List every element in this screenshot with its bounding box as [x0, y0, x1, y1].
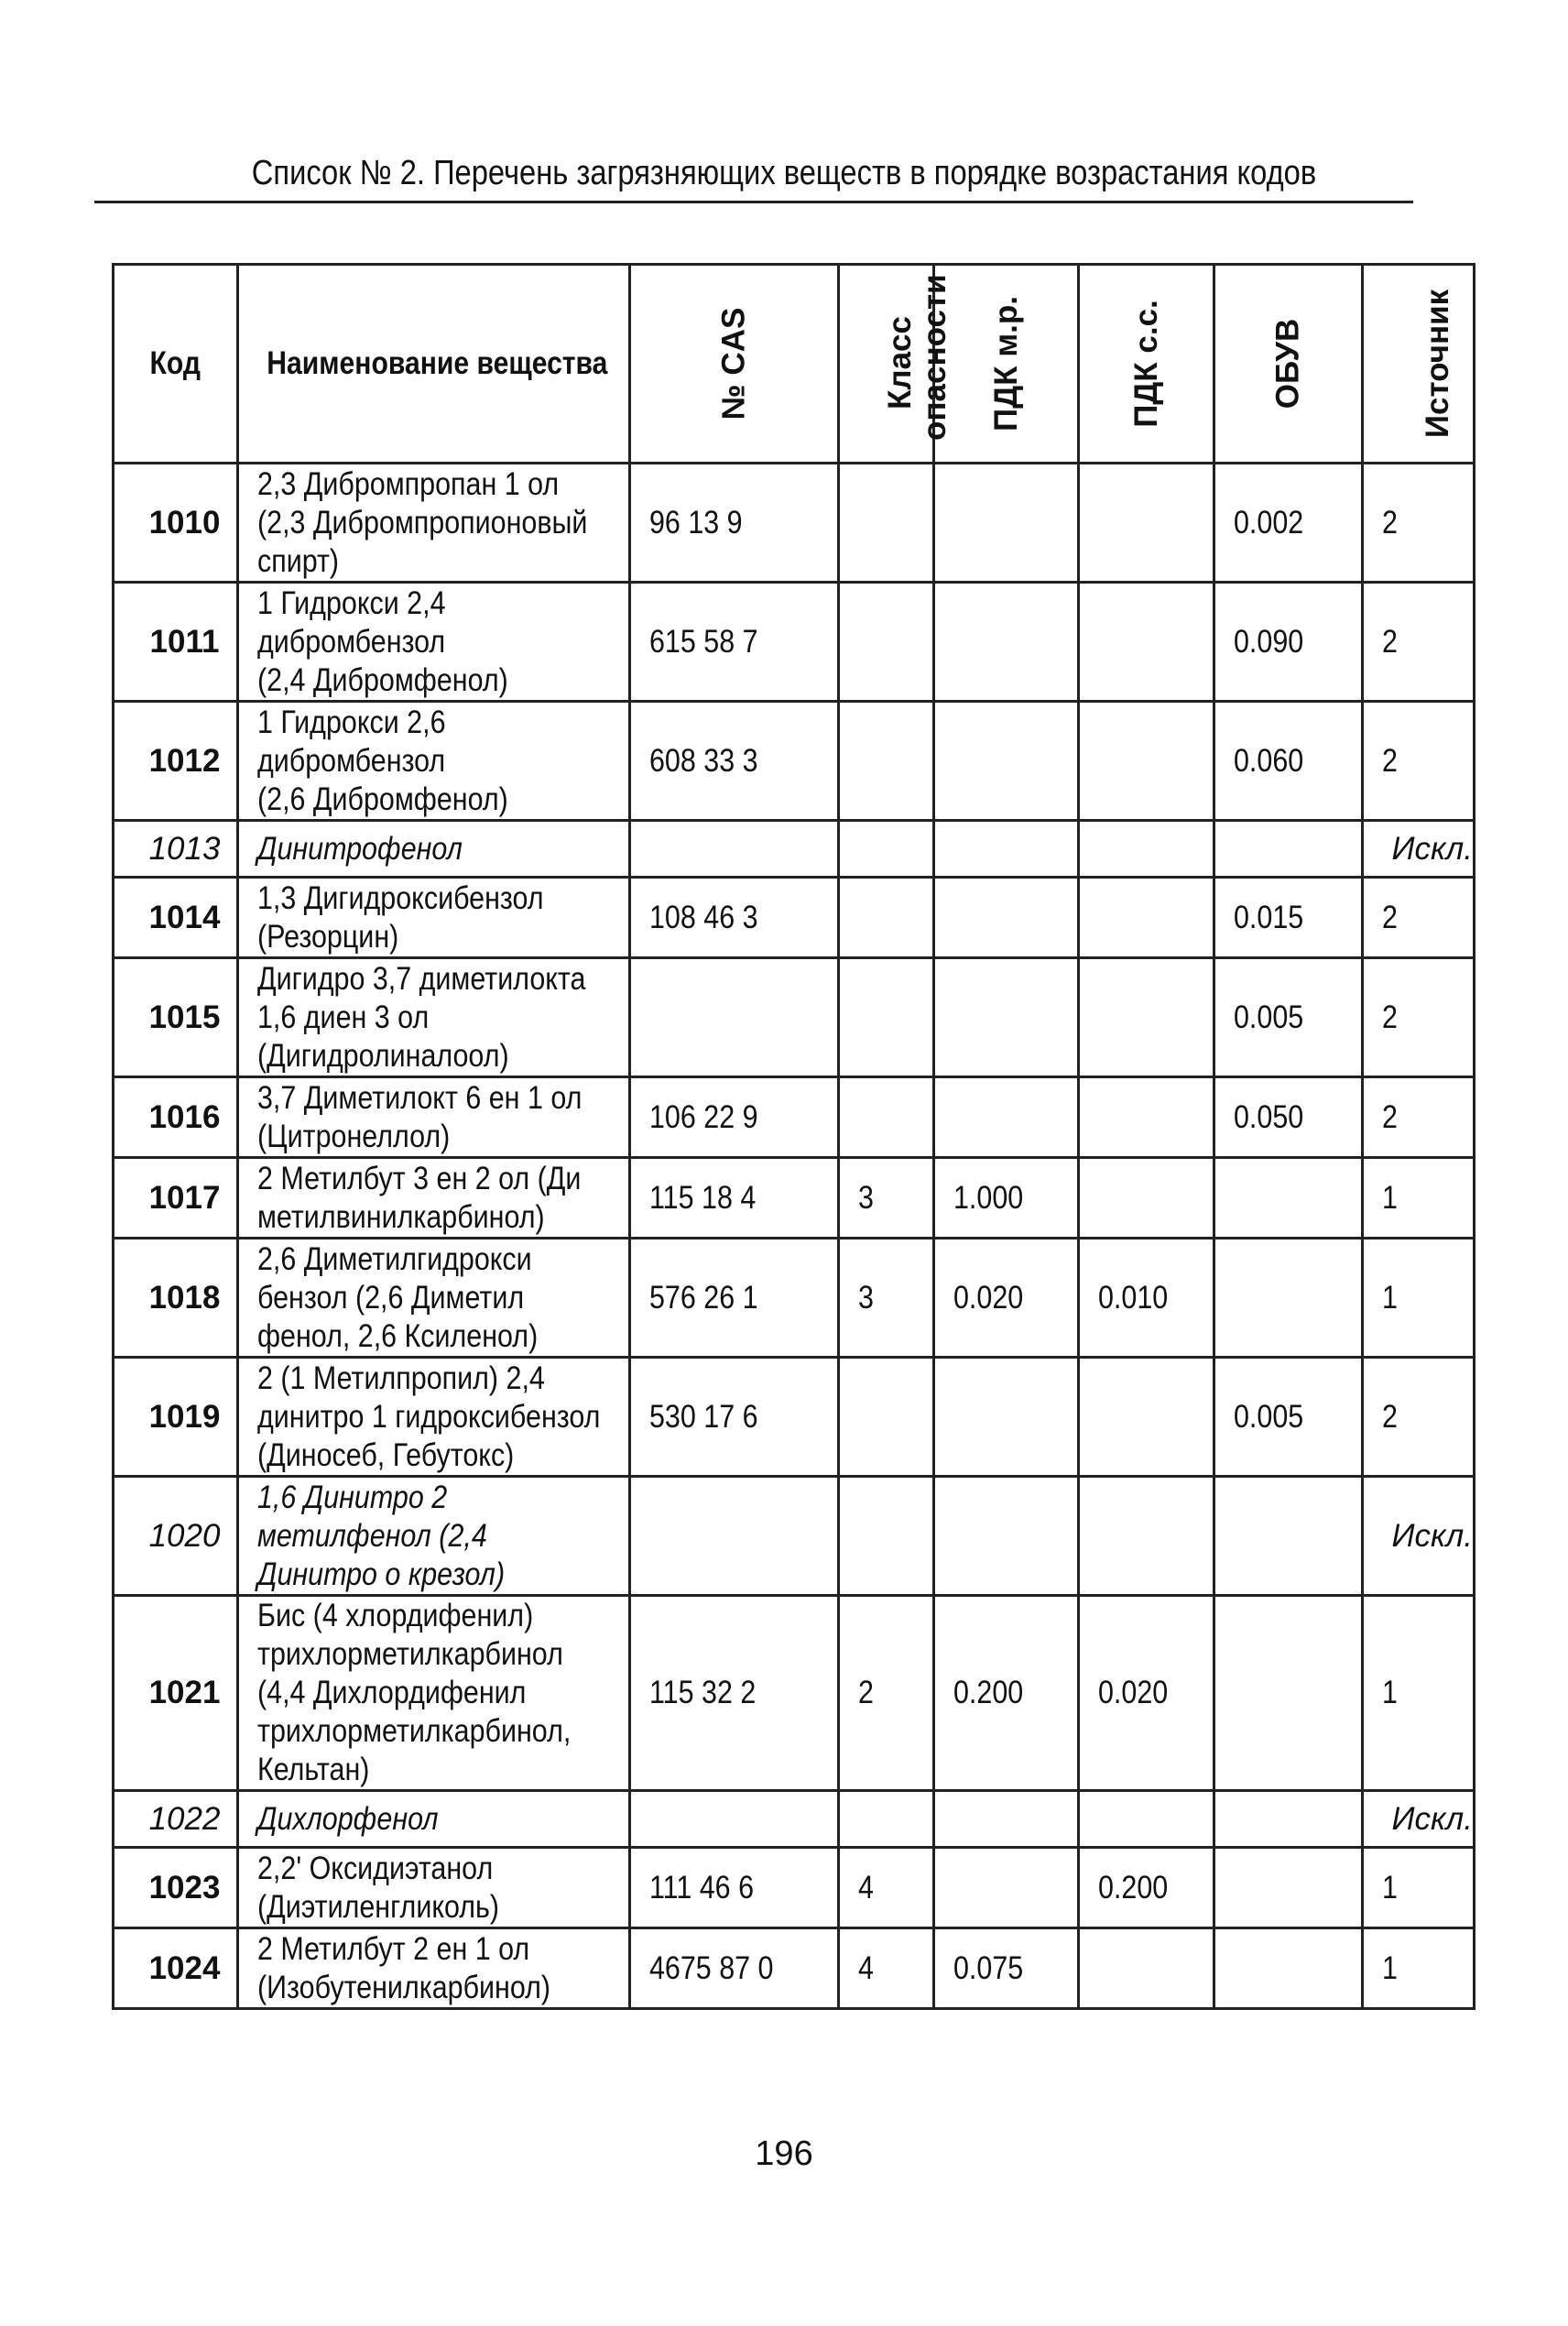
cell-cas-text: 4675 87 0	[649, 1949, 774, 1986]
cell-cas-text: 108 46 3	[649, 899, 758, 935]
table-row	[114, 702, 1475, 821]
table-row	[114, 878, 1475, 958]
cell-obuv-text: 0.060	[1234, 742, 1304, 779]
cell-name-text: Бис (4 хлордифенил) трихлорметилкарбинол (4,4 Дихлордифенил трихлорметилкарбинол, Кельтан)	[257, 1598, 572, 1787]
cell-obuv-text: 0.015	[1234, 899, 1304, 935]
cell-source-text: Искл.	[1391, 1800, 1473, 1837]
cell-pdk-ss	[1079, 821, 1214, 878]
table-row	[114, 1928, 1475, 2009]
cell-pdk-mr	[934, 1239, 1079, 1358]
col-header-pdk-mr: ПДК м.р.	[934, 265, 1079, 464]
cell-source	[1363, 821, 1475, 878]
cell-hazard-class	[839, 878, 934, 958]
cell-pdk-mr	[934, 1477, 1079, 1596]
table-row	[114, 1848, 1475, 1928]
cell-name	[238, 1848, 630, 1928]
table-row	[114, 1239, 1475, 1358]
cell-pdk-mr	[934, 821, 1079, 878]
cell-hazard-class	[839, 1477, 934, 1596]
cell-name-text: 2,3 Дибромпропан 1 ол (2,3 Дибромпропионовый спирт)	[257, 465, 588, 579]
table-row	[114, 1158, 1475, 1239]
cell-name	[238, 1239, 630, 1358]
cell-source-text: 1	[1382, 1675, 1398, 1710]
cell-obuv	[1214, 1077, 1363, 1158]
cell-cas-text: 106 22 9	[649, 1098, 758, 1135]
cell-cas	[630, 1928, 839, 2009]
cell-code: 1024	[114, 1928, 238, 2009]
cell-source-text: 1	[1382, 1279, 1398, 1316]
cell-name-text: 2 Метилбут 3 ен 2 ол (Ди метилвинилкарбинол)	[257, 1160, 582, 1235]
cell-hazard-class	[839, 821, 934, 878]
cell-obuv	[1214, 1848, 1363, 1928]
cell-source-text: 2	[1382, 623, 1398, 660]
title-rule	[94, 201, 1413, 203]
header-row	[114, 265, 1475, 464]
cell-pdk-mr	[934, 1848, 1079, 1928]
cell-source	[1363, 702, 1475, 821]
cell-obuv	[1214, 821, 1363, 878]
cell-pdk-mr	[934, 1077, 1079, 1158]
cell-hazard-class	[839, 702, 934, 821]
cell-source-text: 2	[1382, 1398, 1398, 1435]
cell-name-text: Дихлорфенол	[257, 1800, 439, 1837]
cell-pdk-ss	[1079, 958, 1214, 1077]
table-row	[114, 1477, 1475, 1596]
cell-obuv-text: 0.005	[1234, 999, 1304, 1035]
col-header-obuv: ОБУВ	[1214, 265, 1363, 464]
table-body	[114, 464, 1475, 2009]
cell-name-text: 1,6 Динитро 2 метилфенол (2,4 Динитро о крезол)	[257, 1479, 506, 1592]
table-row	[114, 1358, 1475, 1477]
cell-name	[238, 702, 630, 821]
cell-name-text: 1 Гидрокси 2,4 дибромбензол (2,4 Дибромфенол)	[257, 584, 508, 698]
cell-pdk-ss	[1079, 1791, 1214, 1848]
col-header-cas: № CAS	[630, 265, 839, 464]
cell-source	[1363, 1158, 1475, 1239]
cell-cas	[630, 702, 839, 821]
cell-hazard-class	[839, 1077, 934, 1158]
cell-source-text: 1	[1382, 1949, 1398, 1986]
cell-pdk-mr-text: 0.020	[953, 1279, 1024, 1316]
cell-cas-text: 576 26 1	[649, 1279, 758, 1316]
cell-hazard-class	[839, 464, 934, 583]
cell-source	[1363, 1358, 1475, 1477]
cell-cas	[630, 821, 839, 878]
cell-cas	[630, 1239, 839, 1358]
table-row	[114, 1596, 1475, 1791]
cell-source-text: 2	[1382, 742, 1398, 779]
cell-code: 1023	[114, 1848, 238, 1928]
cell-cas	[630, 1596, 839, 1791]
cell-pdk-mr	[934, 583, 1079, 702]
cell-name-text: Дигидро 3,7 диметилокта 1,6 диен 3 ол (Дигидролиналоол)	[257, 960, 586, 1074]
cell-pdk-mr-text: 0.075	[953, 1949, 1024, 1986]
cell-name	[238, 1596, 630, 1791]
cell-code: 1013	[114, 821, 238, 878]
cell-cas	[630, 1848, 839, 1928]
cell-cas	[630, 464, 839, 583]
cell-name-text: 2 Метилбут 2 ен 1 ол (Изобутенилкарбинол)	[257, 1930, 551, 2005]
cell-source	[1363, 1848, 1475, 1928]
cell-source	[1363, 878, 1475, 958]
cell-source	[1363, 1596, 1475, 1791]
cell-name	[238, 1077, 630, 1158]
cell-cas-text: 615 58 7	[649, 623, 758, 660]
table-row	[114, 1791, 1475, 1848]
cell-cas-text: 115 18 4	[649, 1179, 757, 1216]
cell-obuv	[1214, 878, 1363, 958]
cell-code: 1011	[114, 583, 238, 702]
cell-pdk-ss	[1079, 1077, 1214, 1158]
cell-name-text: 1,3 Дигидроксибензол (Резорцин)	[257, 879, 544, 955]
cell-pdk-ss-text: 0.010	[1098, 1279, 1169, 1316]
cell-name-text: 2,2' Оксидиэтанол (Диэтиленгликоль)	[257, 1850, 500, 1925]
table-row	[114, 1077, 1475, 1158]
cell-obuv-text: 0.005	[1234, 1398, 1304, 1435]
cell-hazard-class	[839, 1358, 934, 1477]
cell-pdk-mr	[934, 1596, 1079, 1791]
cell-cas	[630, 878, 839, 958]
table-row	[114, 464, 1475, 583]
cell-cas-text: 115 32 2	[649, 1675, 757, 1710]
cell-source	[1363, 958, 1475, 1077]
cell-cas	[630, 583, 839, 702]
cell-pdk-ss	[1079, 702, 1214, 821]
cell-name-text: 3,7 Диметилокт 6 ен 1 ол (Цитронеллол)	[257, 1079, 583, 1154]
cell-cas	[630, 958, 839, 1077]
cell-hazard-class	[839, 1239, 934, 1358]
cell-source	[1363, 464, 1475, 583]
cell-pdk-mr-text: 1.000	[953, 1179, 1024, 1216]
cell-pdk-ss	[1079, 1358, 1214, 1477]
cell-source	[1363, 1239, 1475, 1358]
cell-code: 1020	[114, 1477, 238, 1596]
cell-source-text: 2	[1382, 504, 1398, 541]
cell-pdk-mr-text: 0.200	[953, 1675, 1024, 1710]
cell-hazard-class	[839, 1158, 934, 1239]
cell-source-text: 1	[1382, 1869, 1398, 1906]
cell-name	[238, 1477, 630, 1596]
cell-name	[238, 1928, 630, 2009]
page-number: 196	[755, 2135, 813, 2173]
cell-hazard-class-text: 3	[858, 1179, 874, 1216]
cell-obuv	[1214, 583, 1363, 702]
cell-hazard-class	[839, 958, 934, 1077]
col-header-name: Наименование вещества	[238, 265, 630, 464]
cell-code: 1021	[114, 1596, 238, 1791]
cell-cas	[630, 1477, 839, 1596]
cell-pdk-mr	[934, 958, 1079, 1077]
cell-name	[238, 821, 630, 878]
cell-pdk-ss-text: 0.200	[1098, 1869, 1169, 1906]
cell-source-text: 1	[1382, 1179, 1398, 1216]
cell-source-text: 2	[1382, 1098, 1398, 1135]
cell-pdk-ss	[1079, 1477, 1214, 1596]
cell-cas-text: 530 17 6	[649, 1398, 758, 1435]
substances-table	[112, 263, 1475, 2010]
cell-name	[238, 878, 630, 958]
cell-name-text: 2 (1 Метилпропил) 2,4 динитро 1 гидроксибензол (Диносеб, Гебутокс)	[257, 1360, 601, 1473]
col-header-source: Источник	[1363, 265, 1475, 464]
cell-name	[238, 958, 630, 1077]
cell-code: 1016	[114, 1077, 238, 1158]
cell-name-text: 1 Гидрокси 2,6 дибромбензол (2,6 Дибромфенол)	[257, 704, 508, 817]
cell-code: 1017	[114, 1158, 238, 1239]
cell-hazard-class	[839, 1928, 934, 2009]
cell-cas	[630, 1158, 839, 1239]
cell-pdk-mr	[934, 464, 1079, 583]
cell-name	[238, 1358, 630, 1477]
cell-source	[1363, 1477, 1475, 1596]
table-row	[114, 583, 1475, 702]
cell-source	[1363, 1928, 1475, 2009]
cell-pdk-ss	[1079, 1848, 1214, 1928]
cell-obuv	[1214, 1158, 1363, 1239]
cell-source	[1363, 1077, 1475, 1158]
cell-name-text: Динитрофенол	[257, 830, 463, 867]
cell-name	[238, 464, 630, 583]
cell-code: 1022	[114, 1791, 238, 1848]
col-header-pdk-ss: ПДК с.с.	[1079, 265, 1214, 464]
cell-source-text: Искл.	[1391, 1517, 1473, 1554]
cell-pdk-mr	[934, 1358, 1079, 1477]
cell-source-text: 2	[1382, 899, 1398, 935]
cell-cas	[630, 1077, 839, 1158]
cell-pdk-ss	[1079, 583, 1214, 702]
cell-pdk-mr	[934, 878, 1079, 958]
cell-obuv-text: 0.090	[1234, 623, 1304, 660]
cell-pdk-mr	[934, 702, 1079, 821]
cell-code: 1015	[114, 958, 238, 1077]
cell-obuv	[1214, 464, 1363, 583]
cell-obuv	[1214, 1596, 1363, 1791]
cell-code: 1019	[114, 1358, 238, 1477]
cell-obuv	[1214, 1791, 1363, 1848]
cell-cas	[630, 1358, 839, 1477]
cell-cas-text: 608 33 3	[649, 742, 758, 779]
cell-name	[238, 1791, 630, 1848]
cell-hazard-class	[839, 1791, 934, 1848]
cell-pdk-ss	[1079, 1158, 1214, 1239]
cell-hazard-class	[839, 1596, 934, 1791]
cell-cas	[630, 1791, 839, 1848]
cell-obuv	[1214, 702, 1363, 821]
cell-source	[1363, 1791, 1475, 1848]
cell-obuv-text: 0.002	[1234, 504, 1304, 541]
cell-cas-text: 111 46 6	[649, 1869, 755, 1906]
cell-source-text: Искл.	[1391, 830, 1473, 867]
cell-obuv-text: 0.050	[1234, 1098, 1304, 1135]
page-title: Список № 2. Перечень загрязняющих веществ в порядке возрастания кодов	[251, 154, 1317, 192]
cell-code: 1012	[114, 702, 238, 821]
cell-hazard-class	[839, 583, 934, 702]
cell-pdk-ss	[1079, 464, 1214, 583]
cell-code: 1010	[114, 464, 238, 583]
table-row	[114, 821, 1475, 878]
cell-obuv	[1214, 1928, 1363, 2009]
cell-code: 1014	[114, 878, 238, 958]
table-row	[114, 958, 1475, 1077]
cell-pdk-mr	[934, 1158, 1079, 1239]
cell-pdk-ss	[1079, 1239, 1214, 1358]
cell-name	[238, 583, 630, 702]
cell-pdk-mr	[934, 1928, 1079, 2009]
col-header-code: Код	[114, 265, 238, 464]
cell-pdk-ss	[1079, 1596, 1214, 1791]
cell-obuv	[1214, 1239, 1363, 1358]
cell-source	[1363, 583, 1475, 702]
cell-obuv	[1214, 1477, 1363, 1596]
cell-hazard-class-text: 4	[858, 1949, 874, 1986]
cell-obuv	[1214, 1358, 1363, 1477]
cell-pdk-mr	[934, 1791, 1079, 1848]
cell-pdk-ss	[1079, 1928, 1214, 2009]
col-header-hazard-class: Класс опасности	[839, 265, 934, 464]
cell-pdk-ss	[1079, 878, 1214, 958]
cell-name-text: 2,6 Диметилгидрокси бензол (2,6 Диметил фенол, 2,6 Ксиленол)	[257, 1240, 539, 1354]
cell-hazard-class-text: 3	[858, 1279, 874, 1316]
cell-hazard-class-text: 4	[858, 1869, 874, 1906]
cell-source-text: 2	[1382, 999, 1398, 1035]
cell-name	[238, 1158, 630, 1239]
cell-hazard-class-text: 2	[858, 1675, 874, 1710]
cell-obuv	[1214, 958, 1363, 1077]
cell-pdk-ss-text: 0.020	[1098, 1675, 1169, 1710]
cell-code: 1018	[114, 1239, 238, 1358]
cell-hazard-class	[839, 1848, 934, 1928]
cell-cas-text: 96 13 9	[649, 504, 743, 541]
